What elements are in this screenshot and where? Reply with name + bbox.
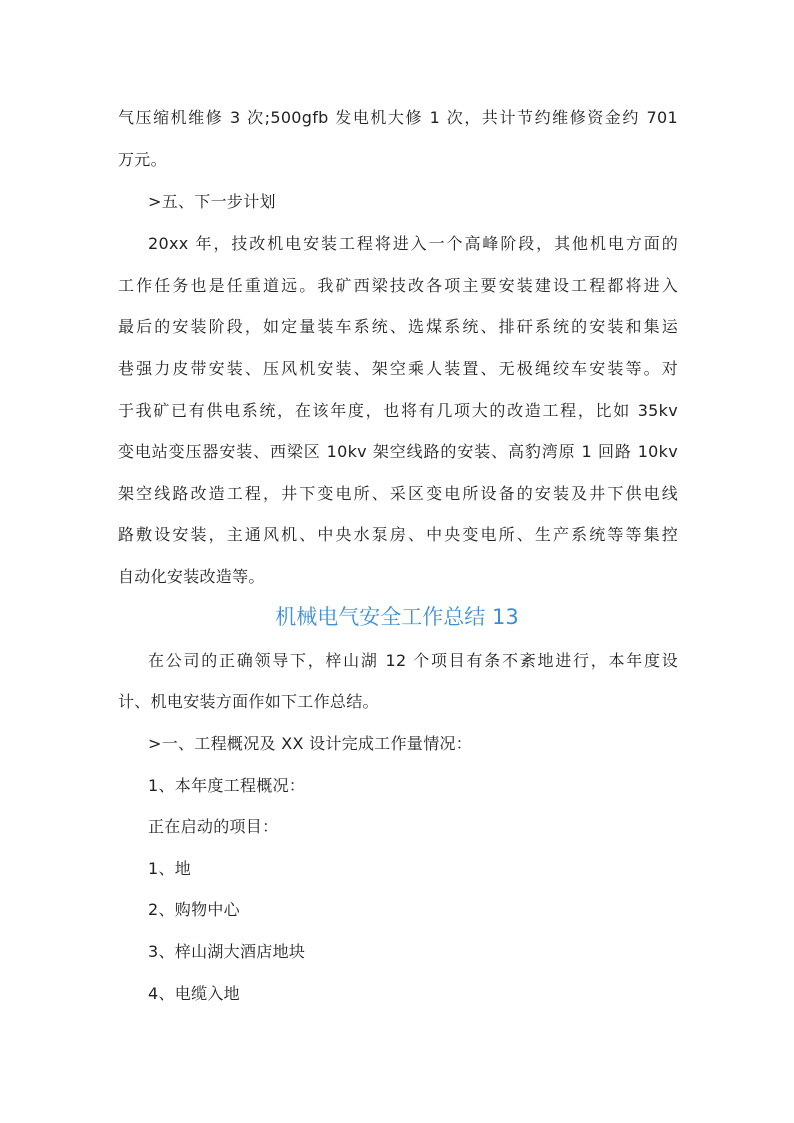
body-line: 计、机电安装方面作如下工作总结。 xyxy=(118,692,379,711)
body-line: 架空线路改造工程，井下变电所、采区变电所设备的安装及井下供电线 xyxy=(118,484,678,503)
body-line: 变电站变压器安装、西梁区 10kv 架空线路的安装、高豹湾原 1 回路 10kv xyxy=(118,442,678,461)
list-item: 2、购物中心 xyxy=(148,900,240,919)
body-line: 路敷设安装，主通风机、中央水泵房、中央变电所、生产系统等等集控 xyxy=(118,525,678,544)
list-item: 1、地 xyxy=(148,859,192,878)
body-line: 自动化安装改造等。 xyxy=(118,567,265,586)
body-line: 巷强力皮带安装、压风机安装、架空乘人装置、无极绳绞车安装等。对 xyxy=(118,359,678,378)
section-title: >一、工程概况及 XX 设计完成工作量情况： xyxy=(148,734,473,753)
body-line: 最后的安装阶段，如定量装车系统、选煤系统、排矸系统的安装和集运 xyxy=(118,317,678,336)
list-item: 4、电缆入地 xyxy=(148,984,240,1003)
body-line: 20xx 年，技改机电安装工程将进入一个高峰阶段，其他机电方面的 xyxy=(148,234,678,253)
body-line: 万元。 xyxy=(118,150,167,169)
section-heading: 机械电气安全工作总结 13 xyxy=(275,605,519,629)
sub-title: 1、本年度工程概况： xyxy=(148,776,306,795)
body-line: 工作任务也是任重道远。我矿西梁技改各项主要安装建设工程都将进入 xyxy=(118,276,678,295)
projects-label: 正在启动的项目： xyxy=(148,817,279,836)
body-line: 气压缩机维修 3 次;500gfb 发电机大修 1 次，共计节约维修资金约 701 xyxy=(118,108,678,127)
section-title: >五、下一步计划 xyxy=(148,192,276,211)
body-line: 在公司的正确领导下，梓山湖 12 个项目有条不紊地进行，本年度设 xyxy=(148,651,678,670)
list-item: 3、梓山湖大酒店地块 xyxy=(148,942,306,961)
body-line: 于我矿已有供电系统，在该年度，也将有几项大的改造工程，比如 35kv xyxy=(118,401,678,420)
